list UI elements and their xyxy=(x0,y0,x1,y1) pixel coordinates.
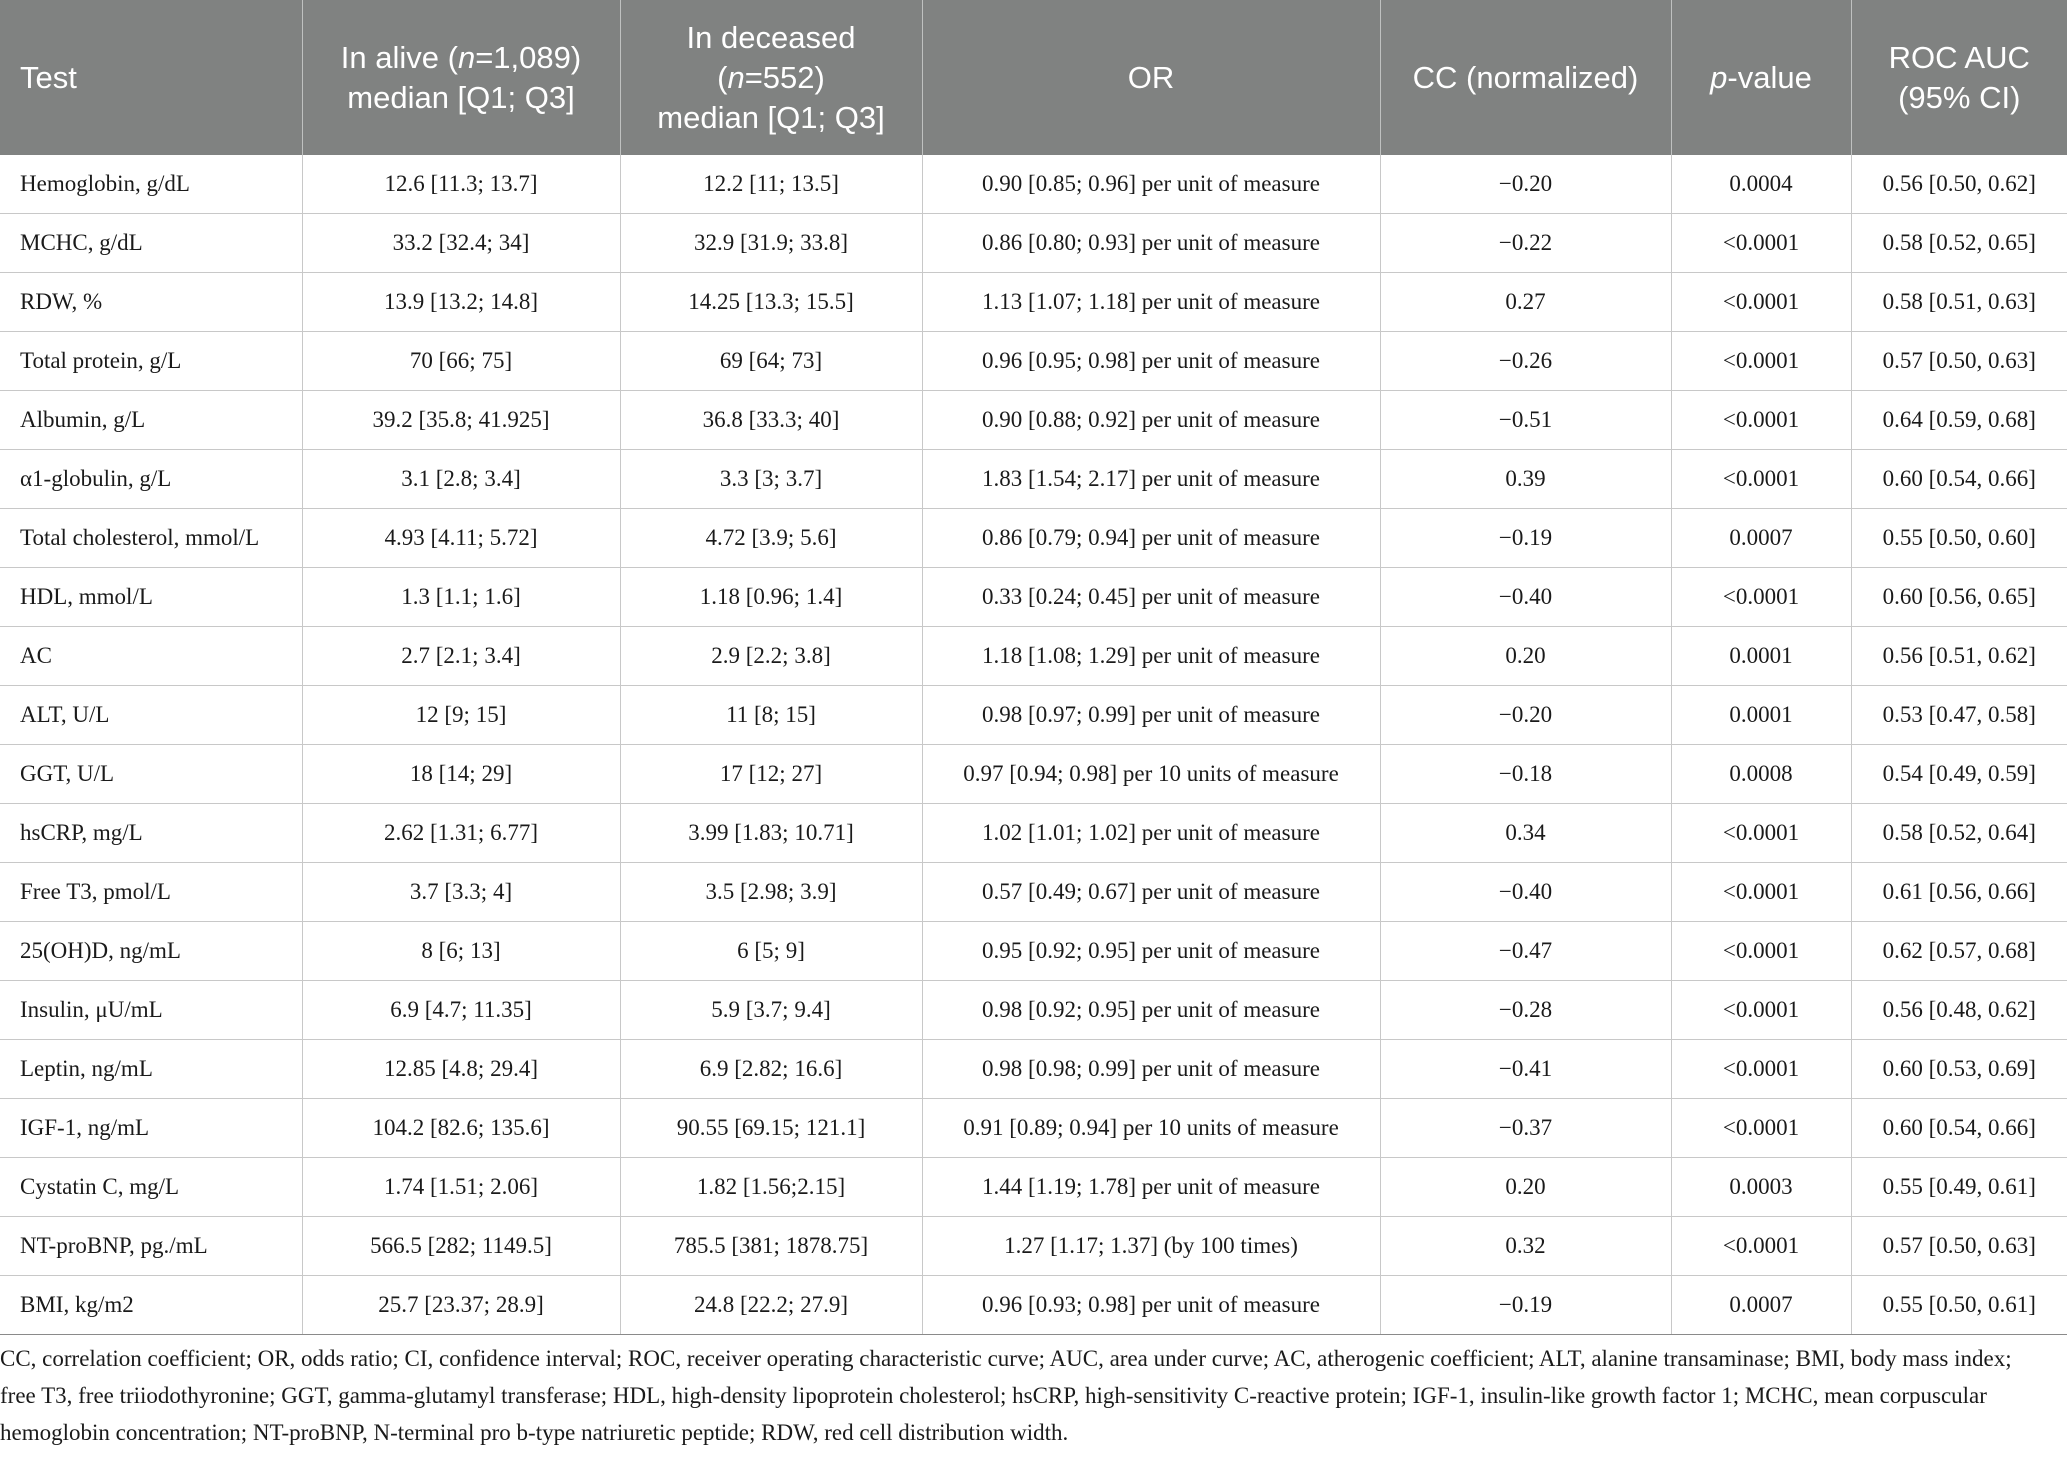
cell-deceased-median: 6.9 [2.82; 16.6] xyxy=(620,1040,922,1099)
cell-alive-median: 1.74 [1.51; 2.06] xyxy=(302,1158,620,1217)
table-row xyxy=(0,1099,2067,1158)
table-row xyxy=(0,981,2067,1040)
cell-test: AC xyxy=(0,627,302,686)
cell-roc-auc: 0.58 [0.52, 0.64] xyxy=(1851,804,2067,863)
cell-alive-median: 2.62 [1.31; 6.77] xyxy=(302,804,620,863)
cell-p-value: <0.0001 xyxy=(1671,214,1851,273)
cell-test: Total cholesterol, mmol/L xyxy=(0,509,302,568)
cell-or: 1.02 [1.01; 1.02] per unit of measure xyxy=(922,804,1380,863)
cell-deceased-median: 3.99 [1.83; 10.71] xyxy=(620,804,922,863)
table-row xyxy=(0,686,2067,745)
cell-roc-auc: 0.58 [0.51, 0.63] xyxy=(1851,273,2067,332)
cell-cc: −0.40 xyxy=(1380,568,1671,627)
header-p-value xyxy=(1671,0,1851,155)
cell-alive-median: 70 [66; 75] xyxy=(302,332,620,391)
cell-deceased-median: 2.9 [2.2; 3.8] xyxy=(620,627,922,686)
cell-p-value: 0.0004 xyxy=(1671,155,1851,214)
cell-alive-median: 13.9 [13.2; 14.8] xyxy=(302,273,620,332)
cell-cc: −0.41 xyxy=(1380,1040,1671,1099)
cell-or: 0.98 [0.97; 0.99] per unit of measure xyxy=(922,686,1380,745)
cell-p-value: <0.0001 xyxy=(1671,1099,1851,1158)
cell-test: α1-globulin, g/L xyxy=(0,450,302,509)
cell-p-value: <0.0001 xyxy=(1671,804,1851,863)
cell-or: 0.95 [0.92; 0.95] per unit of measure xyxy=(922,922,1380,981)
cell-alive-median: 8 [6; 13] xyxy=(302,922,620,981)
header-test xyxy=(0,0,302,155)
cell-or: 1.83 [1.54; 2.17] per unit of measure xyxy=(922,450,1380,509)
cell-test: RDW, % xyxy=(0,273,302,332)
header-deceased-median-pre: In deceased ( xyxy=(686,19,856,95)
header-test-pre: Test xyxy=(20,59,77,95)
cell-roc-auc: 0.58 [0.52, 0.65] xyxy=(1851,214,2067,273)
cell-deceased-median: 1.82 [1.56;2.15] xyxy=(620,1158,922,1217)
header-alive-median-post: =1,089) median [Q1; Q3] xyxy=(347,39,582,115)
cell-cc: −0.37 xyxy=(1380,1099,1671,1158)
cell-or: 0.90 [0.88; 0.92] per unit of measure xyxy=(922,391,1380,450)
table-row xyxy=(0,391,2067,450)
cell-cc: −0.51 xyxy=(1380,391,1671,450)
cell-p-value: 0.0001 xyxy=(1671,627,1851,686)
cell-test: IGF-1, ng/mL xyxy=(0,1099,302,1158)
cell-deceased-median: 12.2 [11; 13.5] xyxy=(620,155,922,214)
cell-test: NT-proBNP, pg./mL xyxy=(0,1217,302,1276)
cell-test: HDL, mmol/L xyxy=(0,568,302,627)
table-row xyxy=(0,745,2067,804)
table-row xyxy=(0,568,2067,627)
cell-test: Hemoglobin, g/dL xyxy=(0,155,302,214)
cell-cc: 0.34 xyxy=(1380,804,1671,863)
cell-test: Cystatin C, mg/L xyxy=(0,1158,302,1217)
table-row xyxy=(0,804,2067,863)
cell-alive-median: 12.6 [11.3; 13.7] xyxy=(302,155,620,214)
cell-test: hsCRP, mg/L xyxy=(0,804,302,863)
cell-deceased-median: 24.8 [22.2; 27.9] xyxy=(620,1276,922,1335)
header-or-pre: OR xyxy=(1127,59,1175,95)
cell-or: 1.13 [1.07; 1.18] per unit of measure xyxy=(922,273,1380,332)
cell-cc: −0.18 xyxy=(1380,745,1671,804)
cell-deceased-median: 3.3 [3; 3.7] xyxy=(620,450,922,509)
cell-cc: 0.20 xyxy=(1380,1158,1671,1217)
table-row xyxy=(0,332,2067,391)
cell-alive-median: 12 [9; 15] xyxy=(302,686,620,745)
table-row xyxy=(0,1276,2067,1335)
cell-test: ALT, U/L xyxy=(0,686,302,745)
cell-test: MCHC, g/dL xyxy=(0,214,302,273)
cell-deceased-median: 3.5 [2.98; 3.9] xyxy=(620,863,922,922)
table-footnote: CC, correlation coefficient; OR, odds ratio; CI, confidence interval; ROC, receiver operating characteristic curve; AUC, area under curve; AC, atherogenic coefficient; ALT, alanine transaminase; BMI, body mass index; free T3, free triiodothyronine; GGT, gamma-glutamyl transferase; HDL, high-density lipoprotein cholesterol; hsCRP, high-sensitivity C-reactive protein; IGF-1, insulin-like growth factor 1; MCHC, mean corpuscular hemoglobin concentration; NT-proBNP, N-terminal pro b-type natriuretic peptide; RDW, red cell distribution width. xyxy=(0,1346,2012,1445)
cell-alive-median: 18 [14; 29] xyxy=(302,745,620,804)
table-body xyxy=(0,155,2067,1335)
cell-alive-median: 39.2 [35.8; 41.925] xyxy=(302,391,620,450)
table-row xyxy=(0,1217,2067,1276)
cell-test: Albumin, g/L xyxy=(0,391,302,450)
cell-deceased-median: 17 [12; 27] xyxy=(620,745,922,804)
cell-roc-auc: 0.54 [0.49, 0.59] xyxy=(1851,745,2067,804)
cell-cc: −0.40 xyxy=(1380,863,1671,922)
header-row xyxy=(0,0,2067,155)
cell-cc: −0.19 xyxy=(1380,1276,1671,1335)
table-row xyxy=(0,1158,2067,1217)
header-alive-median-pre: In alive ( xyxy=(340,39,458,75)
table-row xyxy=(0,922,2067,981)
cell-or: 0.57 [0.49; 0.67] per unit of measure xyxy=(922,863,1380,922)
table-row xyxy=(0,627,2067,686)
table-row xyxy=(0,509,2067,568)
cell-p-value: 0.0001 xyxy=(1671,686,1851,745)
cell-or: 0.91 [0.89; 0.94] per 10 units of measure xyxy=(922,1099,1380,1158)
cell-deceased-median: 14.25 [13.3; 15.5] xyxy=(620,273,922,332)
table-row xyxy=(0,214,2067,273)
cell-deceased-median: 5.9 [3.7; 9.4] xyxy=(620,981,922,1040)
cell-p-value: 0.0008 xyxy=(1671,745,1851,804)
cell-roc-auc: 0.62 [0.57, 0.68] xyxy=(1851,922,2067,981)
cell-p-value: <0.0001 xyxy=(1671,273,1851,332)
cell-roc-auc: 0.57 [0.50, 0.63] xyxy=(1851,1217,2067,1276)
header-roc-auc xyxy=(1851,0,2067,155)
cell-cc: −0.22 xyxy=(1380,214,1671,273)
cell-roc-auc: 0.56 [0.51, 0.62] xyxy=(1851,627,2067,686)
cell-cc: −0.19 xyxy=(1380,509,1671,568)
table-row xyxy=(0,863,2067,922)
header-alive-median xyxy=(302,0,620,155)
cell-roc-auc: 0.53 [0.47, 0.58] xyxy=(1851,686,2067,745)
cell-cc: 0.20 xyxy=(1380,627,1671,686)
cell-alive-median: 3.1 [2.8; 3.4] xyxy=(302,450,620,509)
cell-roc-auc: 0.55 [0.50, 0.60] xyxy=(1851,509,2067,568)
header-p-value-post: -value xyxy=(1727,59,1812,95)
cell-p-value: <0.0001 xyxy=(1671,332,1851,391)
cell-cc: −0.20 xyxy=(1380,686,1671,745)
cell-alive-median: 6.9 [4.7; 11.35] xyxy=(302,981,620,1040)
header-deceased-median-ital: n xyxy=(727,59,745,95)
cell-p-value: <0.0001 xyxy=(1671,1217,1851,1276)
cell-deceased-median: 4.72 [3.9; 5.6] xyxy=(620,509,922,568)
table-row xyxy=(0,450,2067,509)
cell-alive-median: 2.7 [2.1; 3.4] xyxy=(302,627,620,686)
header-p-value-ital: p xyxy=(1710,59,1728,95)
cell-alive-median: 104.2 [82.6; 135.6] xyxy=(302,1099,620,1158)
cell-or: 0.33 [0.24; 0.45] per unit of measure xyxy=(922,568,1380,627)
cell-p-value: <0.0001 xyxy=(1671,1040,1851,1099)
header-roc-auc-pre: ROC AUC (95% CI) xyxy=(1888,39,2030,115)
header-deceased-median xyxy=(620,0,922,155)
cell-alive-median: 33.2 [32.4; 34] xyxy=(302,214,620,273)
cell-p-value: 0.0007 xyxy=(1671,1276,1851,1335)
cell-cc: −0.47 xyxy=(1380,922,1671,981)
cell-p-value: 0.0007 xyxy=(1671,509,1851,568)
cell-or: 0.96 [0.95; 0.98] per unit of measure xyxy=(922,332,1380,391)
cell-or: 1.18 [1.08; 1.29] per unit of measure xyxy=(922,627,1380,686)
cell-alive-median: 1.3 [1.1; 1.6] xyxy=(302,568,620,627)
cell-alive-median: 25.7 [23.37; 28.9] xyxy=(302,1276,620,1335)
cell-p-value: <0.0001 xyxy=(1671,450,1851,509)
header-cc xyxy=(1380,0,1671,155)
cell-alive-median: 12.85 [4.8; 29.4] xyxy=(302,1040,620,1099)
cell-test: Leptin, ng/mL xyxy=(0,1040,302,1099)
header-alive-median-ital: n xyxy=(457,39,476,75)
cell-test: Free T3, pmol/L xyxy=(0,863,302,922)
cell-roc-auc: 0.55 [0.49, 0.61] xyxy=(1851,1158,2067,1217)
cell-roc-auc: 0.57 [0.50, 0.63] xyxy=(1851,332,2067,391)
cell-cc: −0.26 xyxy=(1380,332,1671,391)
cell-roc-auc: 0.56 [0.48, 0.62] xyxy=(1851,981,2067,1040)
cell-roc-auc: 0.60 [0.54, 0.66] xyxy=(1851,450,2067,509)
cell-or: 1.44 [1.19; 1.78] per unit of measure xyxy=(922,1158,1380,1217)
cell-p-value: 0.0003 xyxy=(1671,1158,1851,1217)
table-row xyxy=(0,273,2067,332)
cell-deceased-median: 69 [64; 73] xyxy=(620,332,922,391)
cell-roc-auc: 0.60 [0.54, 0.66] xyxy=(1851,1099,2067,1158)
cell-p-value: <0.0001 xyxy=(1671,863,1851,922)
cell-roc-auc: 0.55 [0.50, 0.61] xyxy=(1851,1276,2067,1335)
cell-deceased-median: 1.18 [0.96; 1.4] xyxy=(620,568,922,627)
cell-p-value: <0.0001 xyxy=(1671,922,1851,981)
cell-p-value: <0.0001 xyxy=(1671,981,1851,1040)
cell-deceased-median: 11 [8; 15] xyxy=(620,686,922,745)
table-row xyxy=(0,1040,2067,1099)
cell-deceased-median: 90.55 [69.15; 121.1] xyxy=(620,1099,922,1158)
cell-p-value: <0.0001 xyxy=(1671,568,1851,627)
cell-or: 0.97 [0.94; 0.98] per 10 units of measure xyxy=(922,745,1380,804)
cell-or: 0.96 [0.93; 0.98] per unit of measure xyxy=(922,1276,1380,1335)
cell-cc: 0.32 xyxy=(1380,1217,1671,1276)
cell-test: 25(OH)D, ng/mL xyxy=(0,922,302,981)
cell-deceased-median: 36.8 [33.3; 40] xyxy=(620,391,922,450)
cell-roc-auc: 0.61 [0.56, 0.66] xyxy=(1851,863,2067,922)
cell-roc-auc: 0.60 [0.53, 0.69] xyxy=(1851,1040,2067,1099)
cell-deceased-median: 32.9 [31.9; 33.8] xyxy=(620,214,922,273)
cell-test: Insulin, μU/mL xyxy=(0,981,302,1040)
cell-cc: −0.28 xyxy=(1380,981,1671,1040)
cell-deceased-median: 6 [5; 9] xyxy=(620,922,922,981)
cell-or: 1.27 [1.17; 1.37] (by 100 times) xyxy=(922,1217,1380,1276)
cell-or: 0.98 [0.98; 0.99] per unit of measure xyxy=(922,1040,1380,1099)
cell-p-value: <0.0001 xyxy=(1671,391,1851,450)
cell-roc-auc: 0.56 [0.50, 0.62] xyxy=(1851,155,2067,214)
cell-cc: 0.39 xyxy=(1380,450,1671,509)
header-deceased-median-post: =552) median [Q1; Q3] xyxy=(657,59,885,135)
cell-roc-auc: 0.64 [0.59, 0.68] xyxy=(1851,391,2067,450)
cell-alive-median: 3.7 [3.3; 4] xyxy=(302,863,620,922)
cell-cc: −0.20 xyxy=(1380,155,1671,214)
cell-cc: 0.27 xyxy=(1380,273,1671,332)
header-or xyxy=(922,0,1380,155)
cell-test: BMI, kg/m2 xyxy=(0,1276,302,1335)
cell-or: 0.86 [0.80; 0.93] per unit of measure xyxy=(922,214,1380,273)
cell-test: Total protein, g/L xyxy=(0,332,302,391)
cell-test: GGT, U/L xyxy=(0,745,302,804)
cell-or: 0.86 [0.79; 0.94] per unit of measure xyxy=(922,509,1380,568)
cell-deceased-median: 785.5 [381; 1878.75] xyxy=(620,1217,922,1276)
cell-roc-auc: 0.60 [0.56, 0.65] xyxy=(1851,568,2067,627)
table-row xyxy=(0,155,2067,214)
cell-alive-median: 566.5 [282; 1149.5] xyxy=(302,1217,620,1276)
cell-alive-median: 4.93 [4.11; 5.72] xyxy=(302,509,620,568)
cell-or: 0.90 [0.85; 0.96] per unit of measure xyxy=(922,155,1380,214)
cell-or: 0.98 [0.92; 0.95] per unit of measure xyxy=(922,981,1380,1040)
header-cc-pre: CC (normalized) xyxy=(1412,59,1639,95)
table-header xyxy=(0,0,2067,155)
